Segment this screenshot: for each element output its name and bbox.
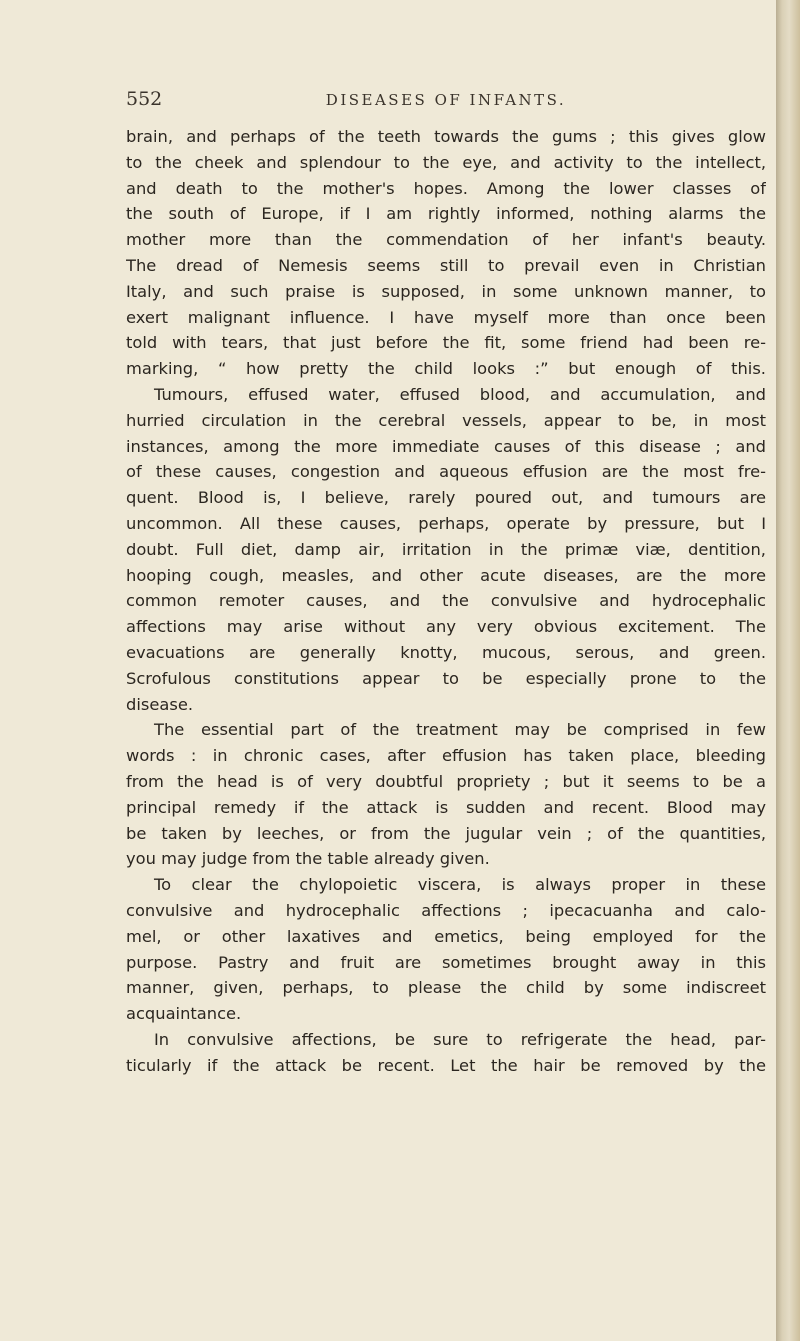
text-line: disease. — [126, 694, 194, 714]
text-line: words : in chronic cases, after effusion has taken place, bleeding — [126, 746, 766, 766]
text-line: quent. Blood is, I believe, rarely poured out, and tumours are — [126, 488, 766, 508]
text-line: To clear the chylopoietic viscera, is always proper in these — [154, 875, 766, 895]
text-line: from the head is of very doubtful propriety ; but it seems to be a — [126, 771, 766, 791]
text-line: the south of Europe, if I am rightly informed, nothing alarms the — [126, 204, 766, 224]
text-line: manner, given, perhaps, to please the child by some indiscreet — [126, 978, 766, 998]
text-line: brain, and perhaps of the teeth towards the gums ; this gives glow — [126, 127, 766, 146]
text-line: hooping cough, measles, and other acute diseases, are the more — [126, 565, 766, 585]
text-line: affections may arise without any very obvious excitement. The — [126, 617, 766, 637]
text-line: be taken by leeches, or from the jugular vein ; of the quantities, — [126, 823, 766, 843]
text-line: uncommon. All these causes, perhaps, operate by pressure, but I — [126, 513, 766, 533]
text-line: The essential part of the treatment may be comprised in few — [154, 720, 766, 740]
text-line: acquaintance. — [126, 1004, 242, 1024]
text-line: principal remedy if the attack is sudden and recent. Blood may — [126, 797, 766, 817]
text-line: of these causes, congestion and aqueous effusion are the most fre- — [126, 462, 766, 482]
page-number: 552 — [126, 88, 163, 110]
running-head: DISEASES OF INFANTS. — [325, 91, 567, 109]
text-line: instances, among the more immediate causes of this disease ; and — [126, 436, 766, 456]
text-line: hurried circulation in the cerebral vessels, appear to be, in most — [126, 410, 766, 430]
text-line: convulsive and hydrocephalic affections ; ipecacuanha and calo- — [126, 900, 766, 920]
text-line: common remoter causes, and the convulsive and hydrocephalic — [126, 591, 766, 611]
text-line: evacuations are generally knotty, mucous, serous, and green. — [126, 642, 766, 662]
text-line: mel, or other laxatives and emetics, being employed for the — [126, 926, 766, 946]
text-line: to the cheek and splendour to the eye, and activity to the intellect, — [126, 152, 766, 172]
text-line: and death to the mother's hopes. Among the lower classes of — [126, 178, 766, 198]
text-line: The dread of Nemesis seems still to prevail even in Christian — [126, 255, 766, 275]
body-text — [126, 124, 766, 1078]
text-line: Scrofulous constitutions appear to be especially prone to the — [126, 668, 766, 688]
text-line: ticularly if the attack be recent. Let the hair be removed by the — [126, 1055, 766, 1075]
text-line: told with tears, that just before the fit, some friend had been re- — [126, 333, 766, 353]
text-line: marking, “ how pretty the child looks :” but enough of this. — [126, 359, 766, 379]
page-header — [126, 88, 766, 116]
text-line: exert malignant influence. I have myself more than once been — [126, 307, 766, 327]
text-line: you may judge from the table already given. — [126, 849, 490, 869]
page-edge-shadow — [776, 0, 800, 1341]
text-line: mother more than the commendation of her infant's beauty. — [126, 230, 766, 250]
text-line: purpose. Pastry and fruit are sometimes brought away in this — [126, 952, 766, 972]
text-line: Italy, and such praise is supposed, in some unknown manner, to — [126, 281, 766, 301]
text-line: doubt. Full diet, damp air, irritation in the primæ viæ, dentition, — [126, 539, 766, 559]
text-line: In convulsive affections, be sure to refrigerate the head, par- — [154, 1029, 766, 1049]
text-line: Tumours, effused water, effused blood, and accumulation, and — [154, 384, 766, 404]
